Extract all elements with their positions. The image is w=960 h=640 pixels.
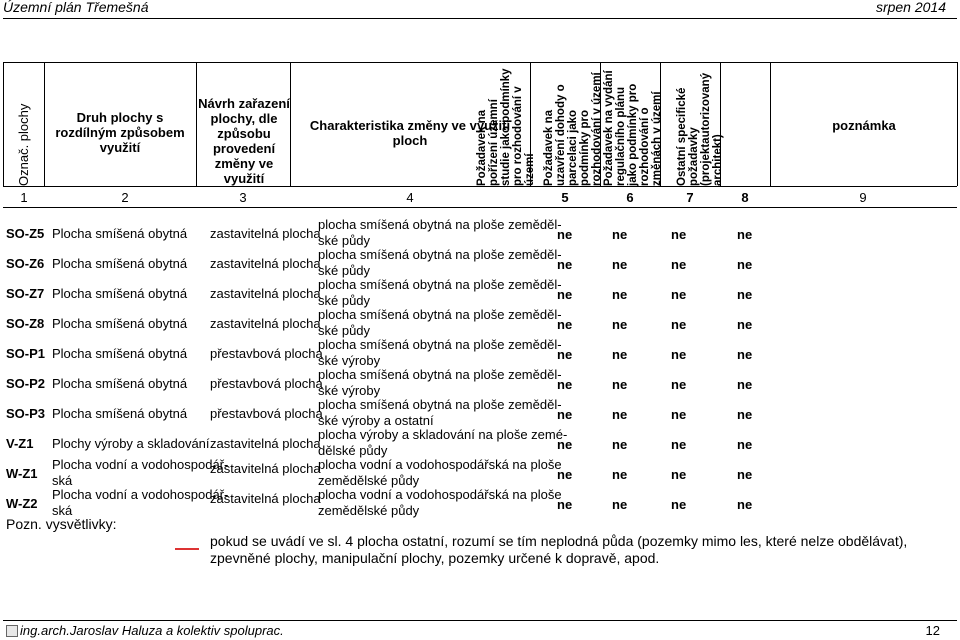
row-value: ne bbox=[671, 407, 687, 422]
header-column-parcel: Požadavek na uzavření dohody o parcelaci jako podmínky pro rozhodování v území bbox=[542, 72, 603, 186]
header-column-study: Požadavek na pořízení územní studie jako podmínky pro rozhodování v území bbox=[475, 68, 536, 186]
row-code: V-Z1 bbox=[6, 436, 34, 451]
row-value: ne bbox=[671, 497, 687, 512]
row-proposal: přestavbová plocha bbox=[210, 346, 323, 361]
row-code: SO-Z8 bbox=[6, 316, 45, 331]
column-number: 3 bbox=[239, 190, 247, 205]
row-value: ne bbox=[612, 407, 628, 422]
row-characteristics: plocha vodní a vodohospodářská na ploše zemědělské půdy bbox=[318, 457, 562, 488]
row-characteristics: plocha smíšená obytná na ploše zeměděl- ské výroby bbox=[318, 337, 562, 368]
row-code: SO-Z6 bbox=[6, 256, 45, 271]
footer-rule bbox=[3, 620, 957, 621]
row-value: ne bbox=[557, 317, 573, 332]
row-type: Plocha vodní a vodohospodář- ská bbox=[52, 457, 229, 488]
row-proposal: přestavbová plocha bbox=[210, 406, 323, 421]
row-value: ne bbox=[737, 467, 753, 482]
row-code: SO-Z5 bbox=[6, 226, 45, 241]
row-type: Plocha smíšená obytná bbox=[52, 376, 188, 391]
row-type: Plocha smíšená obytná bbox=[52, 256, 188, 271]
row-value: ne bbox=[737, 317, 753, 332]
table-row bbox=[0, 367, 960, 397]
row-value: ne bbox=[612, 257, 628, 272]
row-type: Plocha smíšená obytná bbox=[52, 406, 188, 421]
table-row bbox=[0, 307, 960, 337]
row-type: Plocha smíšená obytná bbox=[52, 316, 188, 331]
row-value: ne bbox=[737, 227, 753, 242]
row-proposal: zastavitelná plocha bbox=[210, 436, 321, 451]
row-value: ne bbox=[612, 317, 628, 332]
row-proposal: zastavitelná plocha bbox=[210, 226, 321, 241]
row-proposal: zastavitelná plocha bbox=[210, 491, 321, 506]
row-code: SO-Z7 bbox=[6, 286, 45, 301]
row-type: Plocha smíšená obytná bbox=[52, 346, 188, 361]
row-characteristics: plocha smíšená obytná na ploše zeměděl- ské půdy bbox=[318, 217, 562, 248]
table-row bbox=[0, 457, 960, 487]
row-value: ne bbox=[612, 377, 628, 392]
row-value: ne bbox=[557, 497, 573, 512]
legend-dash-icon bbox=[175, 548, 199, 550]
column-number: 2 bbox=[121, 190, 129, 205]
row-proposal: zastavitelná plocha bbox=[210, 256, 321, 271]
row-characteristics: plocha vodní a vodohospodářská na ploše zemědělské půdy bbox=[318, 487, 562, 518]
header-column-proposal: Návrh zařazení plochy, dle způsobu provedení změny ve využití bbox=[198, 96, 290, 186]
row-value: ne bbox=[737, 257, 753, 272]
row-value: ne bbox=[612, 227, 628, 242]
row-type: Plocha smíšená obytná bbox=[52, 226, 188, 241]
column-number: 8 bbox=[741, 190, 749, 205]
row-value: ne bbox=[737, 287, 753, 302]
column-number: 7 bbox=[686, 190, 694, 205]
header-column-note: poznámka bbox=[832, 118, 896, 133]
document-icon bbox=[6, 625, 18, 637]
legend-text: pokud se uvádí ve sl. 4 plocha ostatní, rozumí se tím neplodná půda (pozemky mimo les, které nelze obdělávat), zpevněné plochy, manipulační plochy, pozemky určené k dopravě, apod. bbox=[210, 533, 908, 566]
header-column-regulation: Požadavek na vydání regulačního plánu jako podmínky pro rozhodování o změnách v území bbox=[602, 70, 663, 186]
column-number: 9 bbox=[859, 190, 867, 205]
row-value: ne bbox=[671, 437, 687, 452]
row-value: ne bbox=[557, 437, 573, 452]
row-proposal: zastavitelná plocha bbox=[210, 286, 321, 301]
column-number: 1 bbox=[20, 190, 28, 205]
header-column-code: Označ. plochy bbox=[16, 103, 31, 186]
row-proposal: přestavbová plocha bbox=[210, 376, 323, 391]
row-value: ne bbox=[737, 377, 753, 392]
row-value: ne bbox=[671, 317, 687, 332]
row-value: ne bbox=[737, 407, 753, 422]
table-row bbox=[0, 427, 960, 457]
document-header-title: Územní plán Třemešná bbox=[3, 0, 149, 15]
table-row bbox=[0, 217, 960, 247]
row-characteristics: plocha smíšená obytná na ploše zeměděl- ské výroby bbox=[318, 367, 562, 398]
page-number: 12 bbox=[925, 623, 940, 638]
legend-title: Pozn. vysvětlivky: bbox=[6, 516, 117, 532]
header-rule bbox=[3, 18, 957, 19]
row-value: ne bbox=[557, 467, 573, 482]
row-type: Plocha smíšená obytná bbox=[52, 286, 188, 301]
row-proposal: zastavitelná plocha bbox=[210, 461, 321, 476]
row-value: ne bbox=[557, 347, 573, 362]
table-row bbox=[0, 337, 960, 367]
row-type: Plochy výroby a skladování bbox=[52, 436, 210, 451]
row-value: ne bbox=[671, 377, 687, 392]
row-value: ne bbox=[557, 227, 573, 242]
row-value: ne bbox=[612, 437, 628, 452]
row-value: ne bbox=[737, 497, 753, 512]
column-number: 4 bbox=[406, 190, 414, 205]
row-characteristics: plocha smíšená obytná na ploše zeměděl- ské půdy bbox=[318, 277, 562, 308]
row-characteristics: plocha smíšená obytná na ploše zeměděl- ské půdy bbox=[318, 307, 562, 338]
column-number: 6 bbox=[626, 190, 634, 205]
document-header-date: srpen 2014 bbox=[875, 0, 946, 15]
header-column-other: Ostatní specifické požadavky (projektautorizovaný architekt) bbox=[675, 72, 724, 186]
row-code: SO-P1 bbox=[6, 346, 46, 361]
row-value: ne bbox=[557, 407, 573, 422]
row-value: ne bbox=[612, 347, 628, 362]
row-value: ne bbox=[671, 347, 687, 362]
column-number: 5 bbox=[561, 190, 569, 205]
row-value: ne bbox=[612, 497, 628, 512]
row-characteristics: plocha výroby a skladování na ploše zemé- dělské půdy bbox=[318, 427, 568, 458]
row-value: ne bbox=[612, 287, 628, 302]
row-code: W-Z1 bbox=[6, 466, 38, 481]
row-code: SO-P2 bbox=[6, 376, 46, 391]
table-row bbox=[0, 247, 960, 277]
row-value: ne bbox=[671, 257, 687, 272]
row-code: SO-P3 bbox=[6, 406, 46, 421]
row-value: ne bbox=[671, 287, 687, 302]
table-row bbox=[0, 487, 960, 517]
row-characteristics: plocha smíšená obytná na ploše zeměděl- ské půdy bbox=[318, 247, 562, 278]
row-value: ne bbox=[557, 257, 573, 272]
table-row bbox=[0, 277, 960, 307]
header-column-type: Druh plochy s rozdílným způsobem využití bbox=[55, 110, 185, 155]
row-value: ne bbox=[557, 287, 573, 302]
row-type: Plocha vodní a vodohospodář- ská bbox=[52, 487, 229, 518]
header-column-characteristics: Charakteristika změny ve využití ploch bbox=[309, 118, 511, 148]
row-value: ne bbox=[612, 467, 628, 482]
row-value: ne bbox=[737, 437, 753, 452]
table-row bbox=[0, 397, 960, 427]
row-value: ne bbox=[671, 467, 687, 482]
row-proposal: zastavitelná plocha bbox=[210, 316, 321, 331]
row-characteristics: plocha smíšená obytná na ploše zeměděl- ské výroby a ostatní bbox=[318, 397, 562, 428]
numbers-rule bbox=[3, 207, 957, 208]
row-value: ne bbox=[557, 377, 573, 392]
row-value: ne bbox=[671, 227, 687, 242]
row-code: W-Z2 bbox=[6, 496, 38, 511]
row-value: ne bbox=[737, 347, 753, 362]
footer-author: ing.arch.Jaroslav Haluza a kolektiv spolupraс. bbox=[20, 623, 284, 638]
